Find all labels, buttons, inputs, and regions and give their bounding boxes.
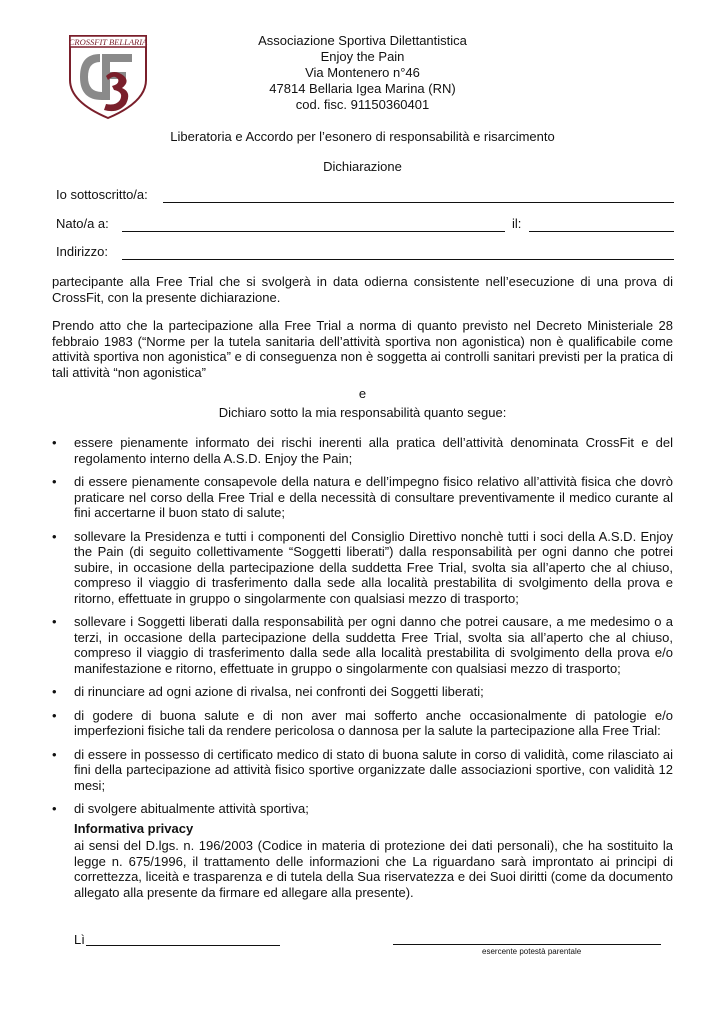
born-label: Nato/a a: [56, 216, 109, 231]
place-label: Lì [74, 932, 85, 947]
association-header [210, 33, 515, 113]
list-item: • sollevare i Soggetti liberati dalla responsabilità per ogni danno che potrei causare, a me medesimo o a terzi, in occasione della partecipazione della suddetta Free Trial, svolta sia all’aperto che al chiuso, compreso il viaggio di trasferimento dalla sede alla località prestabilita di svolgimento della prova e/o manifestazione e ritorno, effettuate in gruppo o singolarmente con qualsiasi mezzo di trasporto; [52, 614, 673, 676]
signature-field[interactable] [393, 944, 661, 945]
undersigned-field[interactable] [163, 202, 674, 203]
header-line-name: Enjoy the Pain [320, 49, 405, 64]
decree-paragraph: Prendo atto che la partecipazione alla Free Trial a norma di quanto previsto nel Decreto Ministeriale 28 febbraio 1983 (“Norme per la tutela sanitaria dell’attività sportiva non agonistica) non è qualificabile come attività sportiva non agonistica” e di conseguenza non è soggetta ai controlli sanitari previsti per la pratica di tali attività “non agonistica” [52, 318, 673, 380]
header-line-street: Via Montenero n°46 [305, 65, 420, 80]
bullet-icon: • [52, 707, 57, 723]
address-field[interactable] [122, 259, 674, 260]
place-date-field[interactable] [86, 945, 280, 946]
header-line-type: Associazione Sportiva Dilettantistica [258, 33, 467, 48]
list-item: • sollevare la Presidenza e tutti i componenti del Consiglio Direttivo nonchè tutti i soci della A.S.D. Enjoy the Pain (di seguito collettivamente “Soggetti liberati”) dalla responsabilità per ogni danno che potrei subire, in occasione della partecipazione della suddetta Free Trial, svolta sia all’aperto che al chiuso, compreso il viaggio di trasferimento dalla sede alla località prestabilita di svolgimento della prova e ritorno, effettuate in gruppo o singolarmente con qualsiasi mezzo di trasporto; [52, 528, 673, 606]
bullet-icon: • [52, 528, 57, 544]
crossfit-bellaria-logo [66, 32, 150, 120]
bullet-icon: • [52, 474, 57, 489]
conjunction-text: e [358, 386, 367, 401]
list-item: • di essere in possesso di certificato medico di stato di buona salute in corso di validità, come rilasciato ai fini della partecipazione ad attività fisico sportive organizzate dalle associazioni sportive, con validità 12 mesi; [52, 746, 673, 793]
bullet-icon: • [52, 435, 57, 450]
birth-date-label: il: [512, 216, 522, 231]
bullet-icon: • [52, 801, 57, 816]
bullet-icon: • [52, 684, 57, 699]
signature-caption: esercente potestà parentale [482, 947, 582, 956]
bullet-icon: • [52, 614, 57, 629]
participation-paragraph: partecipante alla Free Trial che si svolgerà in data odierna consistente nell’esecuzione di una prova di CrossFit, con la presente dichiarazione. [52, 274, 673, 305]
address-label: Indirizzo: [56, 244, 109, 259]
declaration-list [52, 435, 673, 825]
declaration-title: Dichiarazione [323, 159, 402, 174]
header-line-city: 47814 Bellaria Igea Marina (RN) [269, 81, 456, 96]
privacy-heading: Informativa privacy [74, 821, 194, 836]
list-item: • di essere pienamente consapevole della natura e dell’impegno fisico relativo all’attività fisica che dovrò praticare nel corso della Free Trial e della necessità di consultare preventivamente il medico curante al fini accertarne il buon stato di salute; [52, 474, 673, 520]
header-line-tax-code: cod. fisc. 91150360401 [295, 97, 430, 112]
bullet-icon: • [52, 746, 57, 762]
list-item: • essere pienamente informato dei rischi inerenti alla pratica dell’attività denominata CrossFit e del regolamento interno della A.S.D. Enjoy the Pain; [52, 435, 673, 466]
list-item: • di godere di buona salute e di non aver mai sofferto anche occasionalmente di patologie e/o imperfezioni fisiche tali da rendere pericolosa o dannosa per la salute la partecipazione alla Free Trial: [52, 707, 673, 738]
list-item: • di rinunciare ad ogni azione di rivalsa, nei confronti dei Soggetti liberati; [52, 684, 484, 699]
declare-statement: Dichiaro sotto la mia responsabilità quanto segue: [218, 405, 507, 420]
birthplace-field[interactable] [122, 231, 505, 232]
birth-date-field[interactable] [529, 231, 674, 232]
logo-banner-text: CROSSFIT BELLARIA [68, 37, 148, 47]
list-item: • di svolgere abitualmente attività sportiva; [52, 801, 309, 816]
undersigned-label: Io sottoscritto/a: [56, 187, 148, 202]
privacy-text: ai sensi del D.lgs. n. 196/2003 (Codice in materia di protezione dei dati personali), che ha sostituito la legge n. 675/1996, il trattamento delle informazioni che La riguardano sarà improntato ai principi di correttezza, liceità e trasparenza e di tutela della Sua riservatezza e dei Suoi diritti (come da documento allegato alla presente da firmare ed allegare alla presente). [74, 838, 673, 900]
document-title: Liberatoria e Accordo per l’esonero di responsabilità e risarcimento [170, 129, 555, 144]
